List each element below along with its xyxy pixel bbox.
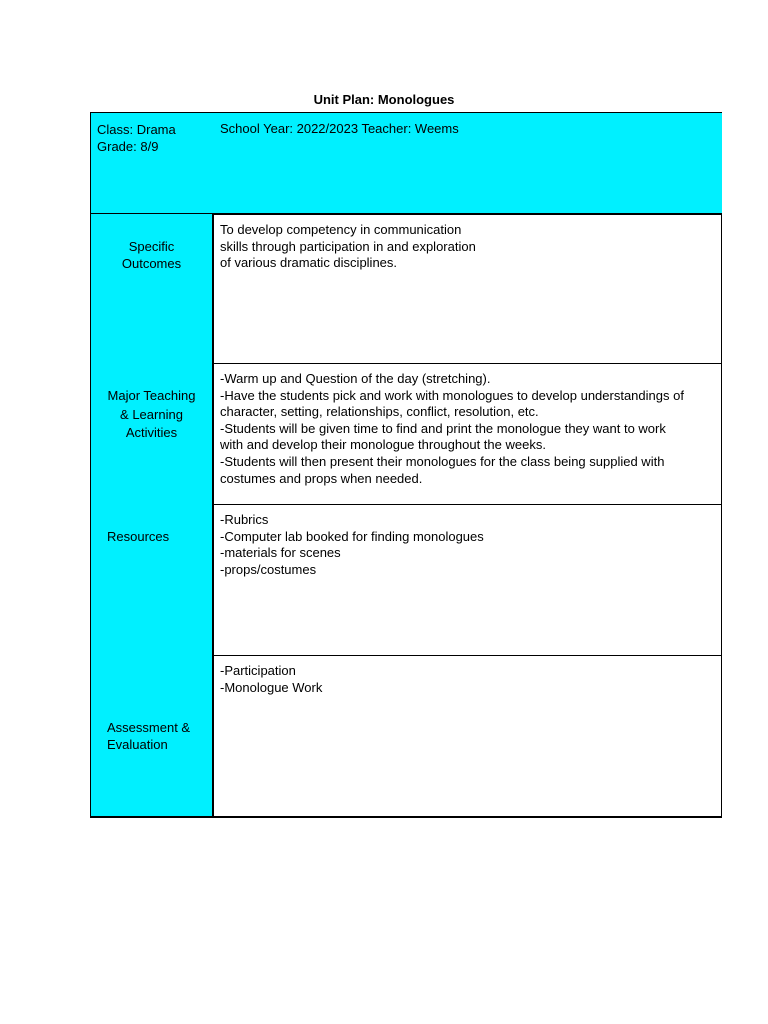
resources-content: -Rubrics -Computer lab booked for finding monologues -materials for scenes -props/costumes bbox=[214, 504, 722, 655]
activities-label-cell bbox=[90, 363, 214, 504]
class-grade-cell bbox=[90, 113, 214, 213]
class-label: Class: Drama bbox=[97, 122, 176, 137]
assessment-row bbox=[90, 655, 722, 818]
header-row bbox=[90, 112, 722, 214]
grade-label: Grade: 8/9 bbox=[97, 139, 159, 154]
assessment-content: -Participation -Monologue Work bbox=[214, 655, 722, 816]
school-year-teacher-cell: School Year: 2022/2023 Teacher: Weems bbox=[214, 113, 722, 213]
outcomes-label-cell bbox=[90, 214, 214, 363]
assessment-label-cell bbox=[90, 655, 214, 816]
activities-label: Major Teaching & Learning Activities bbox=[107, 388, 196, 440]
page-title: Unit Plan: Monologues bbox=[313, 92, 455, 107]
outcomes-content: To develop competency in communication skills through participation in and exploration of various dramatic disciplines. bbox=[214, 214, 722, 363]
activities-row bbox=[90, 363, 722, 504]
outcomes-row bbox=[90, 214, 722, 363]
unit-plan-table bbox=[90, 112, 722, 818]
resources-label-cell bbox=[90, 504, 214, 655]
resources-row bbox=[90, 504, 722, 655]
activities-content: -Warm up and Question of the day (stretching). -Have the students pick and work with monologues to develop understandings of character, setting, relationships, conflict, resolution, etc. -Students will be given time to find and print the monologue they want to work with and develop their monologue throughout the weeks. -Students will then present their monologues for the class being supplied with costumes and props when needed. bbox=[214, 363, 722, 504]
outcomes-label: Specific Outcomes bbox=[121, 239, 182, 271]
resources-label: Resources bbox=[107, 529, 170, 544]
assessment-label: Assessment & Evaluation bbox=[107, 720, 191, 752]
